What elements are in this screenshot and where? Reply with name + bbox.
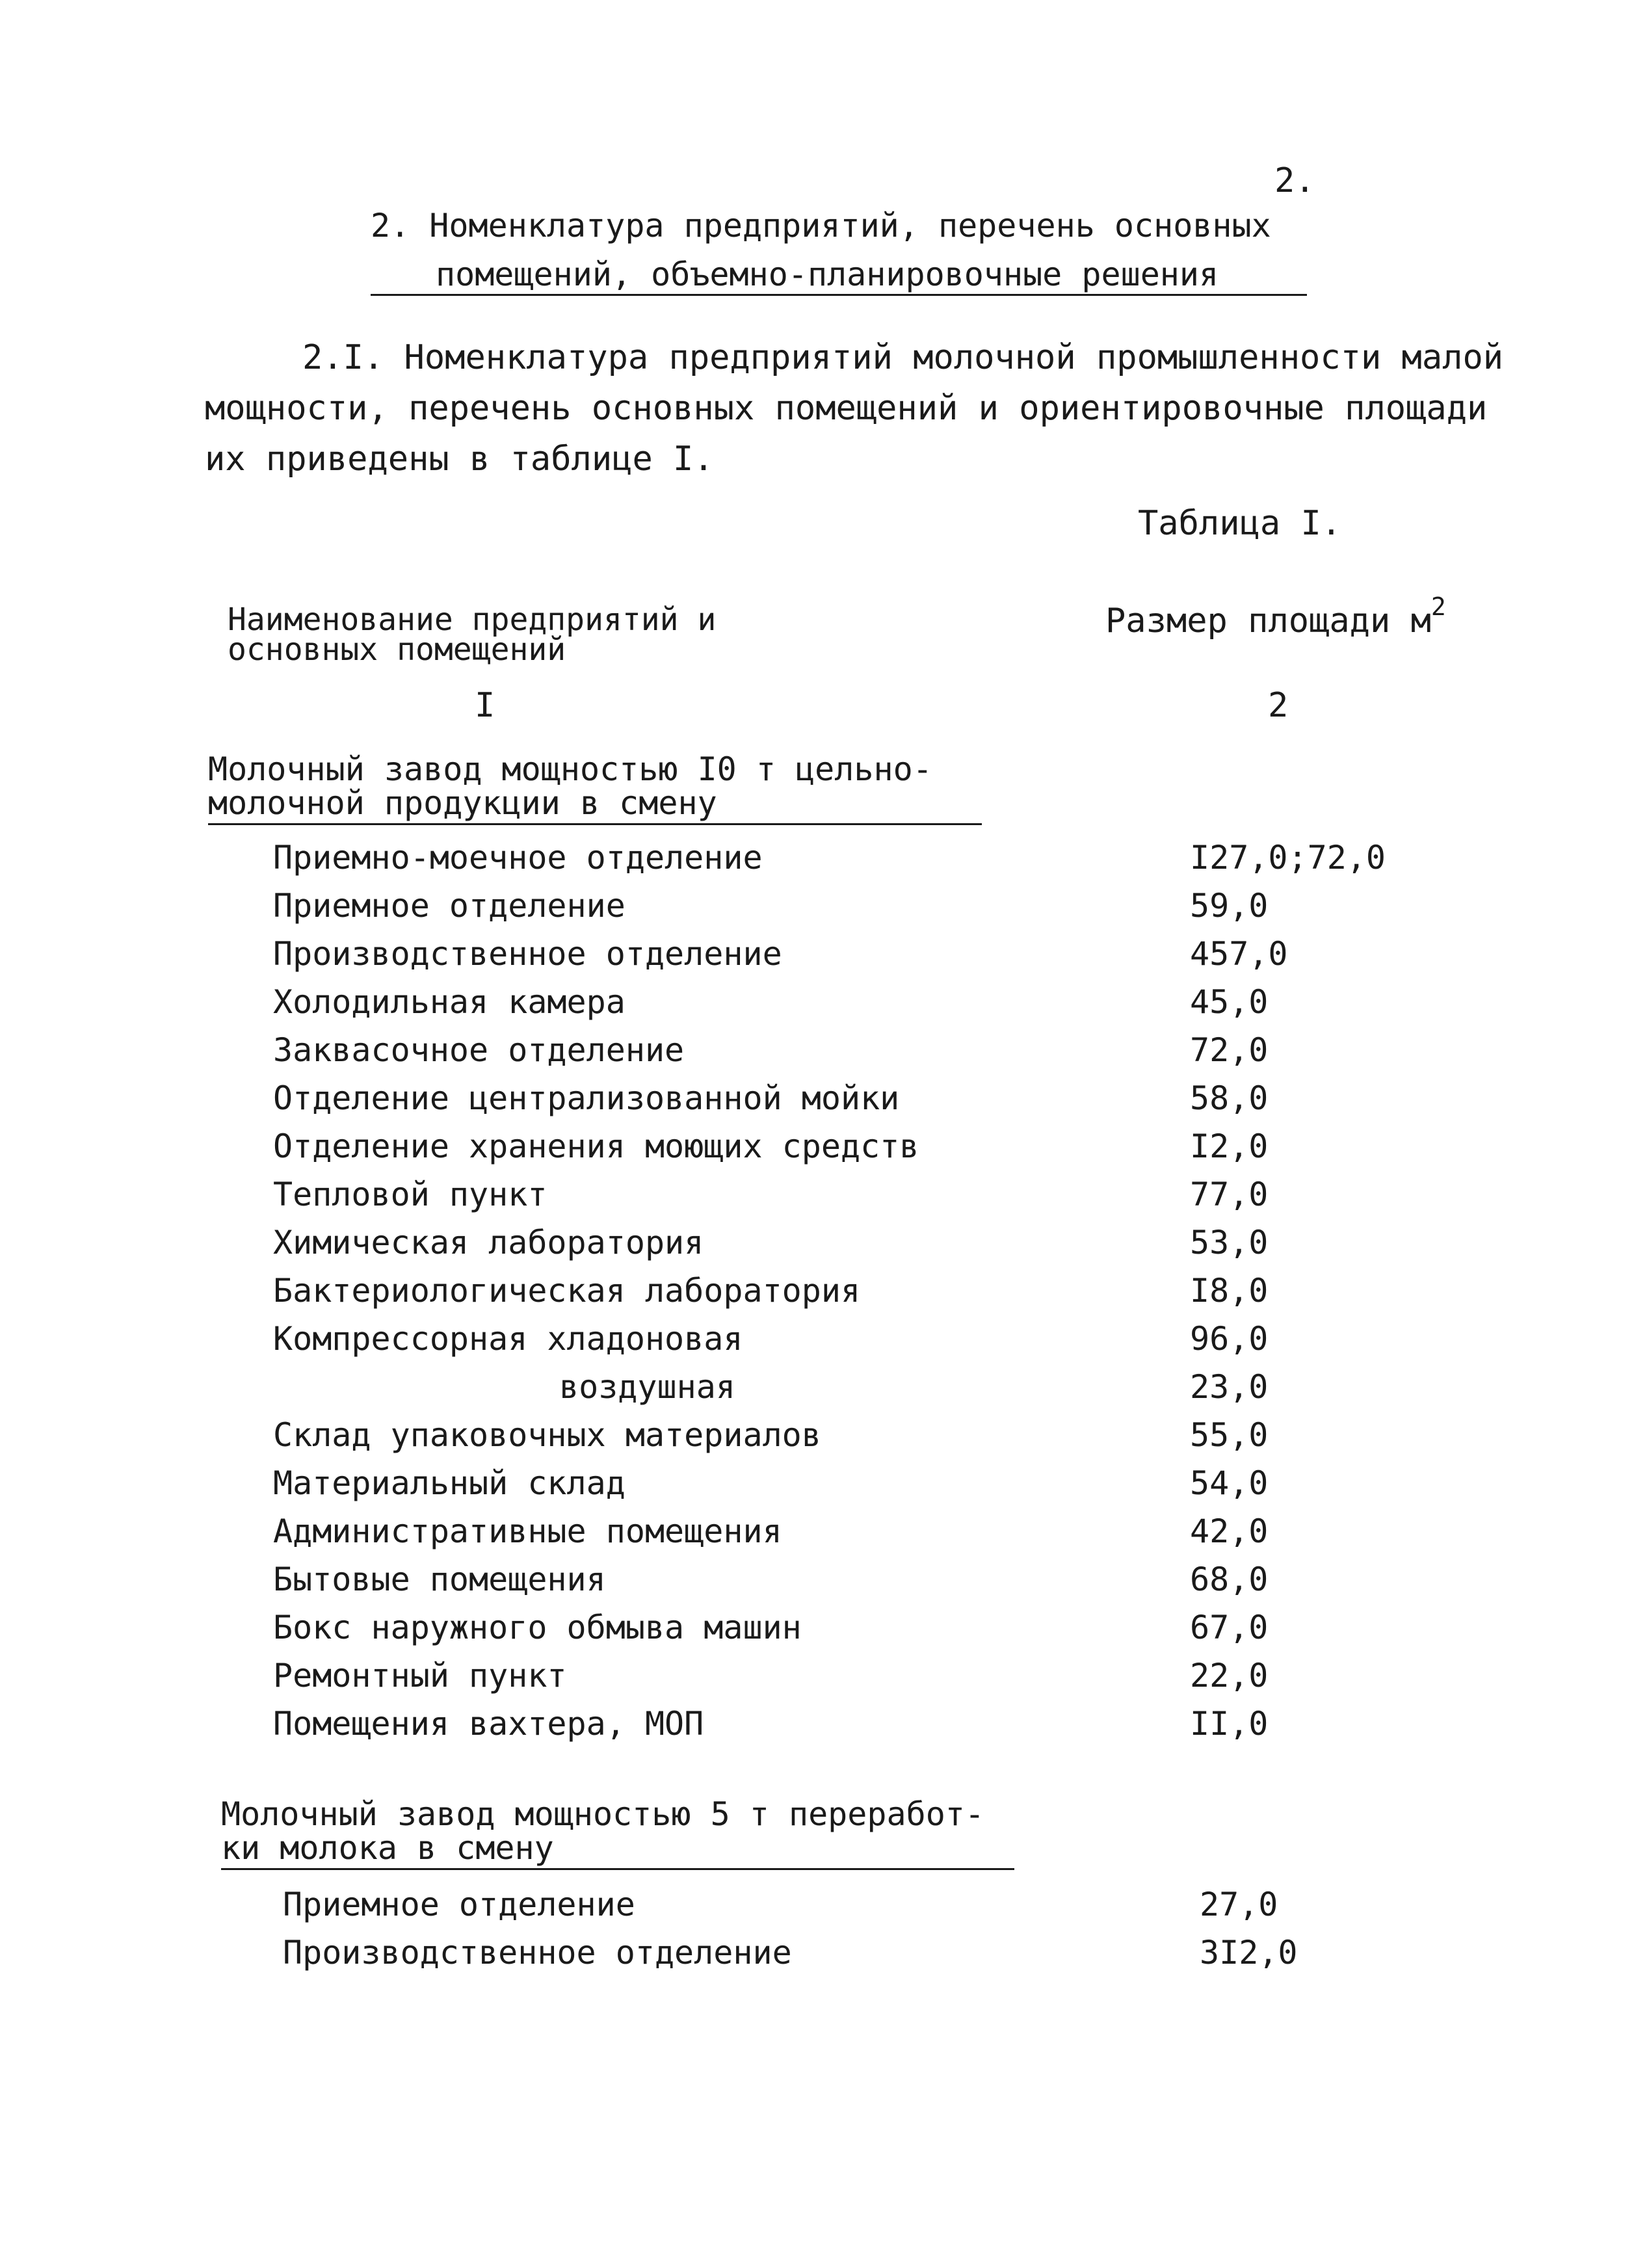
table-row-name: Заквасочное отделение [273, 1031, 685, 1069]
table-row-name: Холодильная камера [273, 983, 626, 1021]
table-row-name: Производственное отделение [273, 935, 782, 973]
group1-title-line1: Молочный завод мощностью I0 т цельно- [208, 750, 932, 788]
column1-number: I [475, 686, 495, 725]
table-row-value: 72,0 [1190, 1031, 1269, 1069]
group2-title-line1: Молочный завод мощностью 5 т переработ- [221, 1795, 984, 1833]
table-row-name: Административные помещения [273, 1512, 782, 1550]
table-row-value: 53,0 [1190, 1224, 1269, 1261]
page-number: 2. [1274, 161, 1315, 200]
table-row-name: Отделение хранения моющих средств [273, 1127, 919, 1165]
table-row-value: II,0 [1190, 1705, 1269, 1743]
table-row-name: Приемно-моечное отделение [273, 839, 763, 877]
section-title-underline [371, 294, 1307, 296]
column1-header-line2: основных помещений [228, 631, 566, 668]
table-row-value: I2,0 [1190, 1127, 1269, 1165]
table-row-name: Химическая лаборатория [273, 1224, 704, 1261]
table-row-value: I27,0;72,0 [1190, 839, 1386, 877]
column2-number: 2 [1268, 686, 1289, 725]
table-row-name: Производственное отделение [283, 1934, 792, 1971]
intro-line3: их приведены в таблице I. [205, 440, 714, 479]
table-row-value: I8,0 [1190, 1272, 1269, 1310]
table-row-name: Бокс наружного обмыва машин [273, 1609, 802, 1646]
table-row-value: 45,0 [1190, 983, 1269, 1021]
group1-title-line2: молочной продукции в смену [208, 784, 717, 822]
table-row-value: 3I2,0 [1200, 1934, 1298, 1971]
table-row-name: Приемное отделение [273, 887, 626, 925]
table-row-name: Материальный склад [273, 1464, 626, 1502]
intro-line2: мощности, перечень основных помещений и ориентировочные площади [205, 389, 1488, 428]
table-row-name: воздушная [559, 1368, 735, 1406]
group1-title-underline [208, 823, 982, 825]
section-title-line2: помещений, объемно-планировочные решения [436, 256, 1219, 293]
table-row-value: 457,0 [1190, 935, 1288, 973]
table-row-name: Бактериологическая лаборатория [273, 1272, 861, 1310]
table-row-value: 58,0 [1190, 1079, 1269, 1117]
table-row-value: 96,0 [1190, 1320, 1269, 1358]
group2-title-line2: ки молока в смену [221, 1829, 554, 1867]
table-row-value: 67,0 [1190, 1609, 1269, 1646]
group2-title-underline [221, 1868, 1014, 1870]
table-row-value: 22,0 [1190, 1657, 1269, 1694]
table-row-name: Склад упаковочных материалов [273, 1416, 821, 1454]
table-row-name: Бытовые помещения [273, 1561, 606, 1598]
column2-header [1105, 592, 1446, 640]
table-row-name: Отделение централизованной мойки [273, 1079, 900, 1117]
table-row-name: Тепловой пункт [273, 1176, 547, 1213]
column1-header-line1: Наименование предприятий и [228, 601, 717, 638]
column2-header-exponent: 2 [1430, 592, 1446, 621]
table-row-value: 54,0 [1190, 1464, 1269, 1502]
intro-line1: 2.I. Номенклатура предприятий молочной промышленности малой [302, 338, 1504, 377]
table-row-name: Приемное отделение [283, 1886, 635, 1923]
table-row-value: 27,0 [1200, 1886, 1278, 1923]
table-row-value: 55,0 [1190, 1416, 1269, 1454]
table-row-value: 68,0 [1190, 1561, 1269, 1598]
table-caption: Таблица I. [1138, 504, 1342, 543]
table-row-value: 42,0 [1190, 1512, 1269, 1550]
table-row-name: Ремонтный пункт [273, 1657, 567, 1694]
table-row-name: Помещения вахтера, МОП [273, 1705, 704, 1743]
table-row-value: 59,0 [1190, 887, 1269, 925]
table-row-value: 77,0 [1190, 1176, 1269, 1213]
table-row-name: Компрессорная хладоновая [273, 1320, 743, 1358]
table-row-value: 23,0 [1190, 1368, 1269, 1406]
column2-header-label: Размер площади м [1105, 601, 1431, 640]
section-title-line1: 2. Номенклатура предприятий, перечень основных [371, 207, 1271, 244]
